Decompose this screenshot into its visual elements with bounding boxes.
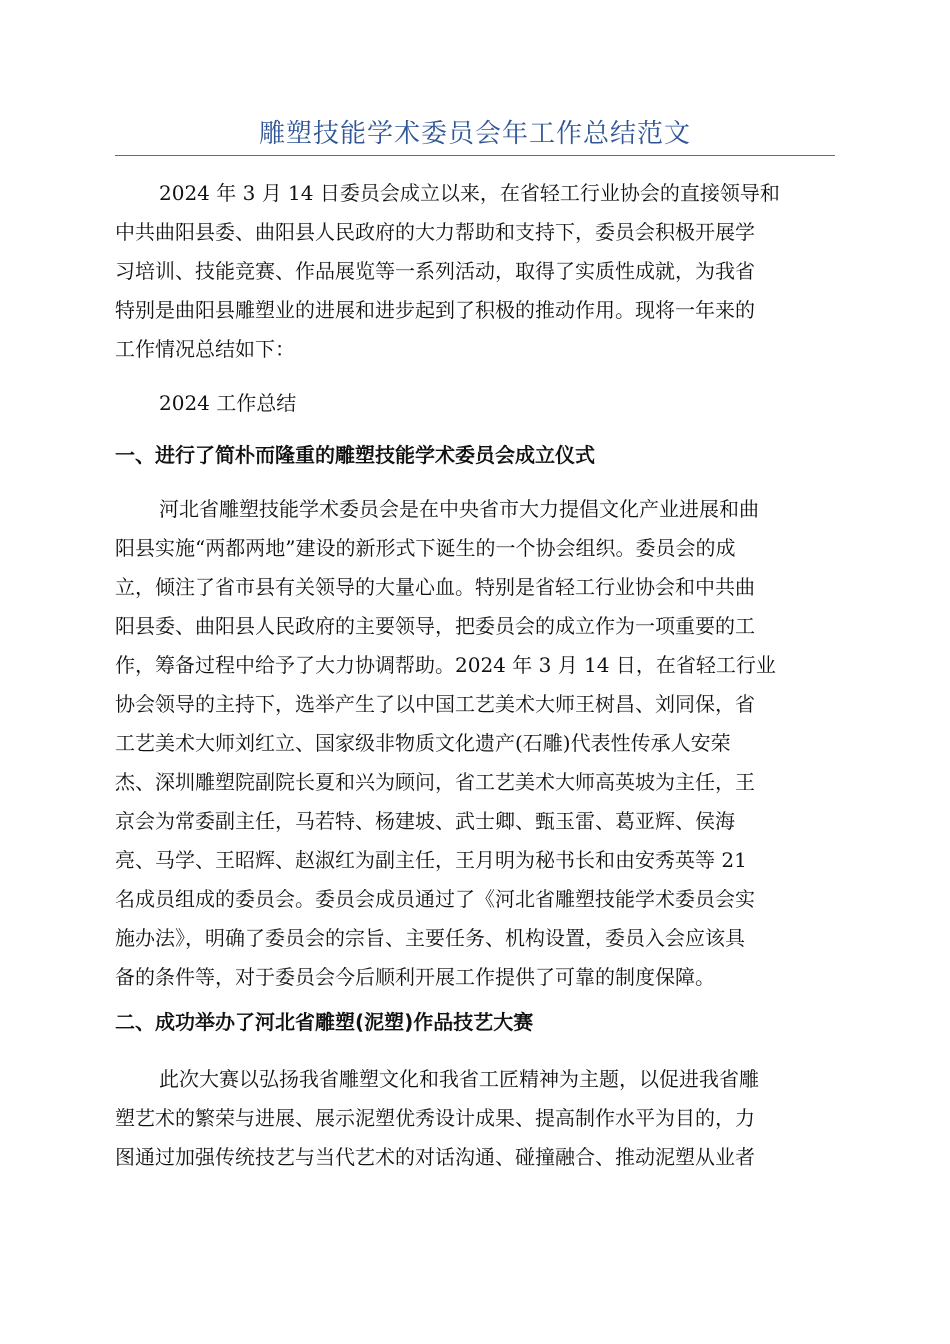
- text-line: 京会为常委副主任，马若特、杨建坡、武士卿、甄玉雷、葛亚辉、侯海: [115, 809, 735, 833]
- text-line: 习培训、技能竞赛、作品展览等一系列活动，取得了实质性成就，为我省: [115, 259, 755, 283]
- summary-label-paragraph: [115, 384, 835, 423]
- text-line: 河北省雕塑技能学术委员会是在中央省市大力提倡文化产业进展和曲: [159, 497, 759, 521]
- text-line: 亮、马学、王昭辉、赵淑红为副主任，王月明为秘书长和由安秀英等 21: [115, 848, 747, 872]
- document-title: 雕塑技能学术委员会年工作总结范文: [258, 119, 691, 149]
- section-1-paragraph: [115, 490, 835, 997]
- intro-paragraph: [115, 174, 835, 369]
- text-line: 杰、深圳雕塑院副院长夏和兴为顾问，省工艺美术大师高英坡为主任，王: [115, 770, 755, 794]
- text-line: 中共曲阳县委、曲阳县人民政府的大力帮助和支持下，委员会积极开展学: [115, 220, 755, 244]
- summary-label: 2024 工作总结: [159, 391, 297, 415]
- text-line: 立，倾注了省市县有关领导的大量心血。特别是省轻工行业协会和中共曲: [115, 575, 755, 599]
- text-line: 图通过加强传统技艺与当代艺术的对话沟通、碰撞融合、推动泥塑从业者: [115, 1145, 755, 1169]
- section-2-paragraph: [115, 1060, 835, 1177]
- text-line: 协会领导的主持下，选举产生了以中国工艺美术大师王树昌、刘同保，省: [115, 692, 755, 716]
- text-line: 阳县委、曲阳县人民政府的主要领导，把委员会的成立作为一项重要的工: [115, 614, 755, 638]
- text-line: 此次大赛以弘扬我省雕塑文化和我省工匠精神为主题，以促进我省雕: [159, 1067, 759, 1091]
- text-line: 工艺美术大师刘红立、国家级非物质文化遗产(石雕)代表性传承人安荣: [115, 731, 731, 755]
- text-line: 2024 年 3 月 14 日委员会成立以来，在省轻工行业协会的直接领导和: [159, 181, 780, 205]
- text-line: 工作情况总结如下：: [115, 337, 295, 361]
- section-1-heading: 一、进行了简朴而隆重的雕塑技能学术委员会成立仪式: [115, 443, 595, 467]
- text-line: 作，筹备过程中给予了大力协调帮助。2024 年 3 月 14 日，在省轻工行业: [115, 653, 776, 677]
- text-line: 施办法》，明确了委员会的宗旨、主要任务、机构设置，委员入会应该具: [115, 926, 745, 950]
- text-line: 塑艺术的繁荣与进展、展示泥塑优秀设计成果、提高制作水平为目的，力: [115, 1106, 755, 1130]
- title-underline: [115, 155, 835, 156]
- text-line: 名成员组成的委员会。委员会成员通过了《河北省雕塑技能学术委员会实: [115, 887, 755, 911]
- text-line: 阳县实施“两都两地”建设的新形式下诞生的一个协会组织。委员会的成: [115, 536, 736, 560]
- text-line: 特别是曲阳县雕塑业的进展和进步起到了积极的推动作用。现将一年来的: [115, 298, 755, 322]
- section-2-heading: 二、成功举办了河北省雕塑(泥塑)作品技艺大赛: [115, 1010, 534, 1034]
- text-line: 备的条件等，对于委员会今后顺利开展工作提供了可靠的制度保障。: [115, 965, 715, 989]
